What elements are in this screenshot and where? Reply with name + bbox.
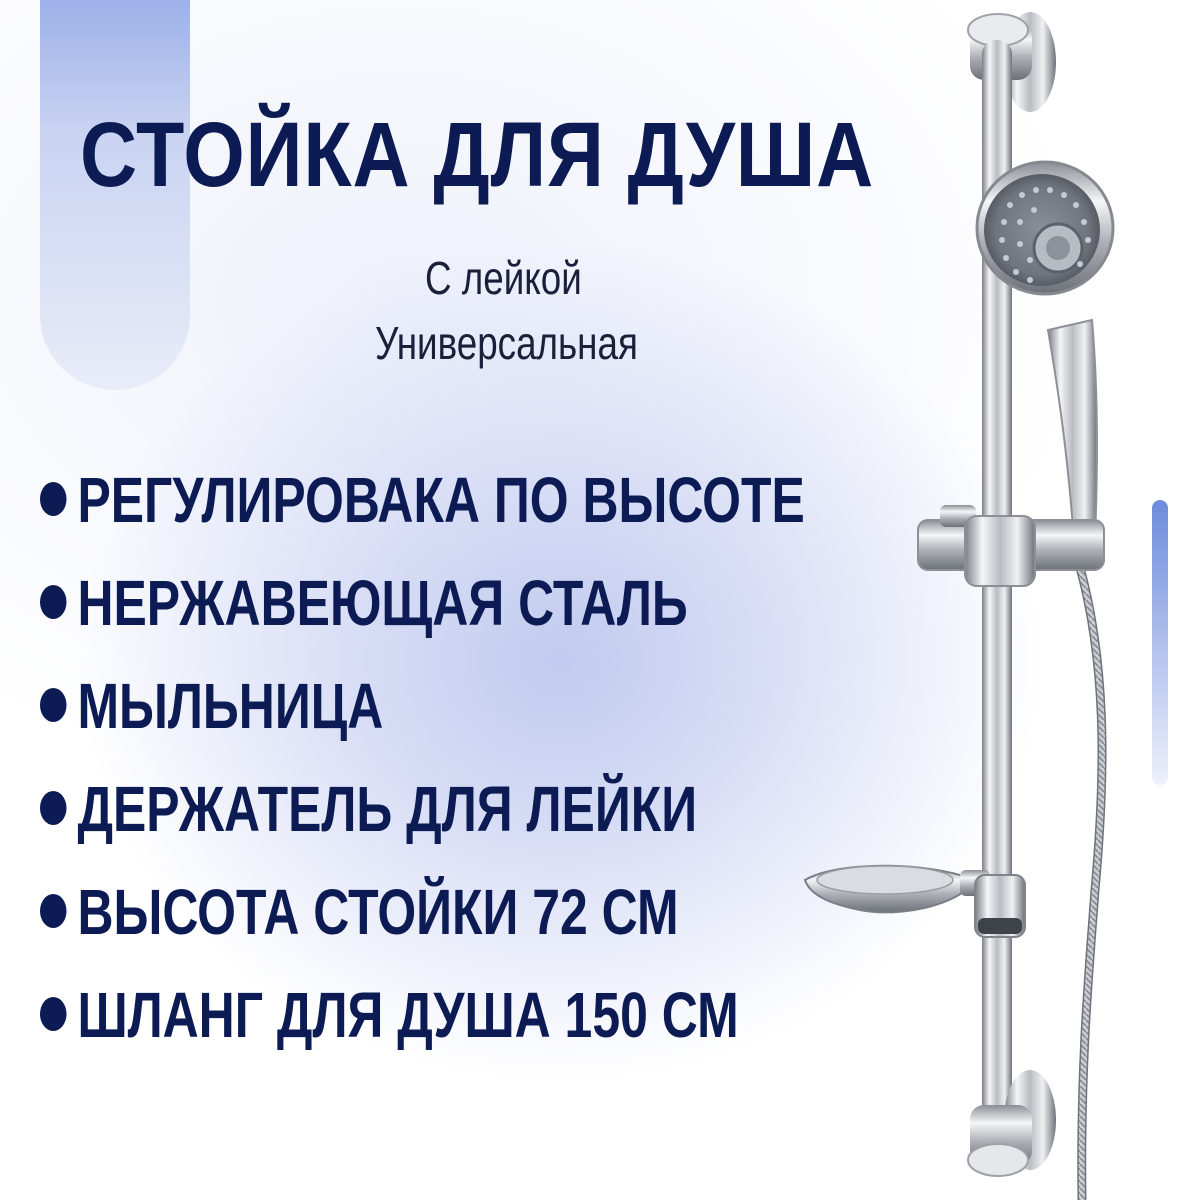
feature-label: ШЛАНГ ДЛЯ ДУША 150 СМ <box>77 979 739 1051</box>
bullet-icon <box>40 585 67 619</box>
subtitle-line-1: С лейкой <box>425 252 582 304</box>
feature-label: РЕГУЛИРОВАКА ПО ВЫСОТЕ <box>77 464 805 536</box>
feature-item-rail-height <box>40 872 679 952</box>
page-title: СТОЙКА ДЛЯ ДУША <box>80 104 875 206</box>
subtitle-line-2: Универсальная <box>375 317 638 369</box>
feature-label: ВЫСОТА СТОЙКИ 72 СМ <box>77 876 679 948</box>
shower-rail-image <box>790 0 1140 1200</box>
bullet-icon <box>40 894 67 928</box>
feature-label: МЫЛЬНИЦА <box>77 670 384 742</box>
decorative-gradient-bar <box>1152 500 1168 785</box>
feature-item-soap-dish <box>40 666 383 746</box>
soap-dish <box>805 866 1025 937</box>
bullet-icon <box>40 482 67 516</box>
feature-item-holder <box>40 769 697 849</box>
feature-item-hose-length <box>40 975 739 1055</box>
feature-item-stainless-steel <box>40 563 688 643</box>
feature-item-height-adjust <box>40 460 805 540</box>
bullet-icon <box>40 997 67 1031</box>
bottom-wall-bracket <box>968 1070 1056 1176</box>
bullet-icon <box>40 791 67 825</box>
bullet-icon <box>40 688 67 722</box>
shower-head <box>977 162 1113 294</box>
shower-handle <box>1048 320 1097 540</box>
feature-label: НЕРЖАВЕЮЩАЯ СТАЛЬ <box>77 567 688 639</box>
feature-label: ДЕРЖАТЕЛЬ ДЛЯ ЛЕЙКИ <box>77 773 698 845</box>
